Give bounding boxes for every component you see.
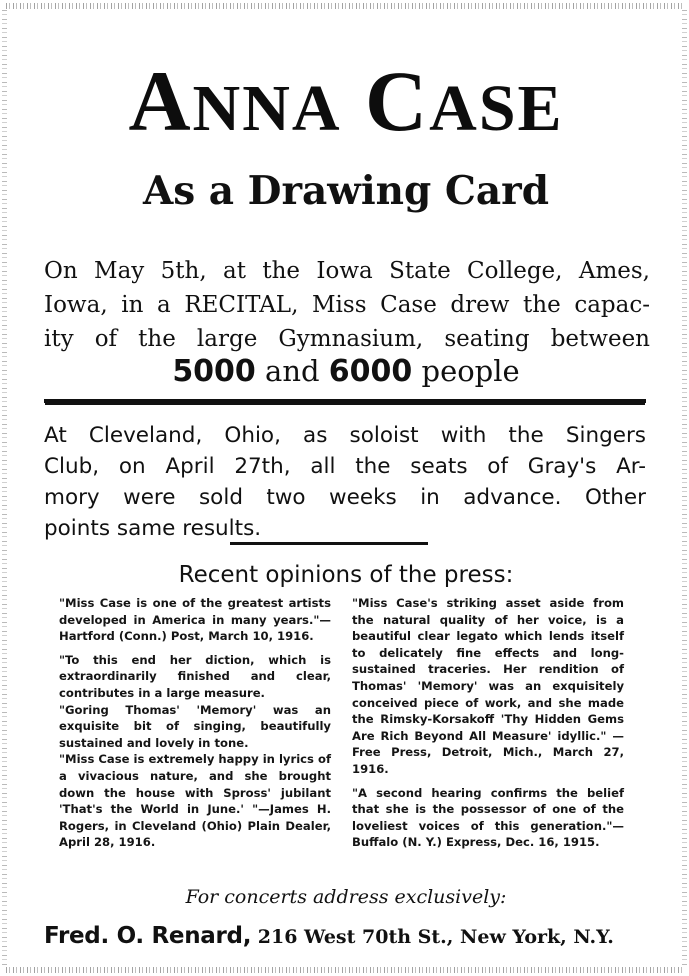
press-quote: "A second hearing confirms the belief that she is the possessor of one of the loveliest voices of this generation."—Buffalo (N. Y.) Express, Dec. 16, 1915. [352,785,624,850]
press-quotes-left-column [59,595,331,858]
attendance-line [40,352,652,391]
name-first-rest: NNA [192,72,342,145]
attendance-high: 6000 [328,354,413,389]
manager-name: Fred. O. Renard, [44,923,252,949]
attendance-low: 5000 [172,354,256,389]
cleveland-line-4: points same results. [44,516,262,541]
manager-street: 216 West 70th St., New York, N.Y. [257,926,614,948]
divider-short [230,542,428,545]
cleveland-line-1: At Cleveland, Ohio, as soloist with the Singers [44,423,646,448]
cleveland-paragraph [44,420,646,544]
press-quote: "To this end her diction, which is extraordinarily finished and clear, contributes in a large measure. [59,652,331,700]
iowa-recital-paragraph [44,254,650,356]
advertisement-page [40,18,652,958]
name-first-initial: A [128,53,193,149]
concerts-line: For concerts address exclusively: [185,886,507,908]
press-quote: "Miss Case is one of the greatest artists developed in America in many years."—Hartford (Conn.) Post, March 10, 1916. [59,596,331,644]
press-quote: "Goring Thomas' 'Memory' was an exquisite bit of singing, beautifully sustained and lovely in tone. [59,702,331,750]
lead-line-2: Iowa, in a RECITAL, Miss Case drew the capac- [44,292,650,318]
press-quote: "Miss Case's striking asset aside from the natural quality of her voice, is a beautiful clear legato which lends itself to delicately fine effects and long-sustained traceries. Her rendition of Thomas' 'Memory' was an exquisitely conceived piece of work, and she made the Rimsky-Korsakoff 'Thy Hidden Gems Are Rich Beyond All Measure' idyllic." —Free Press, Detroit, Mich., March 27, 1916. [352,596,624,776]
cleveland-line-2: Club, on April 27th, all the seats of Gray's Ar- [44,454,646,479]
press-heading: Recent opinions of the press: [178,562,514,588]
name-last-rest: ASE [429,72,564,145]
lead-line-3: ity of the large Gymnasium, seating between [44,326,650,352]
scan-edge-bottom [6,967,683,973]
divider-thick [44,399,646,403]
headline-name [40,53,652,152]
scan-edge-top [6,3,683,9]
manager-address [44,921,650,952]
press-quotes-right-column [352,595,624,858]
press-quote: "Miss Case is extremely happy in lyrics of a vivacious nature, and she brought down the house with Spross' jubilant 'That's the World in June.' "—James H. Rogers, in Cleveland (Ohio) Plain Dealer, April 28, 1916. [59,752,331,850]
scan-edge-right [682,10,687,966]
subtitle: As a Drawing Card [143,168,549,214]
scan-edge-left [2,10,7,966]
cleveland-line-3: mory were sold two weeks in advance. Other [44,485,646,510]
name-last-initial: C [365,53,430,149]
lead-line-1: On May 5th, at the Iowa State College, Ames, [44,258,650,284]
attendance-and: and [265,354,320,388]
attendance-unit: people [421,354,520,388]
